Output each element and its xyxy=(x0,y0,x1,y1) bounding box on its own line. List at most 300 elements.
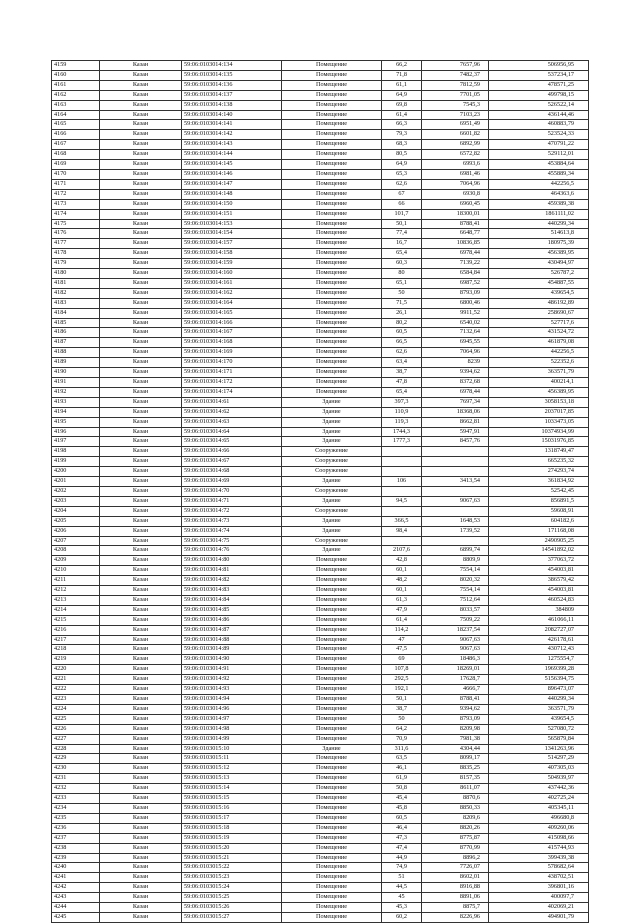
table-row xyxy=(52,61,589,71)
cell-area: 42,8 xyxy=(382,556,422,566)
cell-object-type: Помещение xyxy=(282,605,382,615)
table-row xyxy=(52,823,589,833)
cell-locality: Казан xyxy=(100,90,182,100)
cell-cadastral-value: 461879,08 xyxy=(489,338,589,348)
cell-area: 38,7 xyxy=(382,704,422,714)
cell-locality: Казан xyxy=(100,586,182,596)
cell-object-type: Помещение xyxy=(282,110,382,120)
cell-row-number: 4242 xyxy=(52,883,100,893)
cell-row-number: 4238 xyxy=(52,843,100,853)
cell-locality: Казан xyxy=(100,427,182,437)
cell-area: 60,2 xyxy=(382,912,422,922)
cell-object-type: Помещение xyxy=(282,566,382,576)
cell-row-number: 4232 xyxy=(52,784,100,794)
cell-specific-value: 8793,09 xyxy=(422,288,489,298)
cell-area: 60,5 xyxy=(382,328,422,338)
cell-row-number: 4212 xyxy=(52,586,100,596)
cell-cadastral-number: 59:06:0103014:137 xyxy=(182,90,282,100)
cell-cadastral-number: 59:06:0103014:80 xyxy=(182,556,282,566)
cell-object-type: Помещение xyxy=(282,873,382,883)
cell-row-number: 4240 xyxy=(52,863,100,873)
table-row xyxy=(52,249,589,259)
cell-cadastral-number: 59:06:0103014:171 xyxy=(182,368,282,378)
cell-object-type: Помещение xyxy=(282,179,382,189)
cell-cadastral-number: 59:06:0103014:142 xyxy=(182,130,282,140)
cell-cadastral-value: 180975,39 xyxy=(489,239,589,249)
cell-cadastral-number: 59:06:0103014:65 xyxy=(182,437,282,447)
cell-specific-value: 8662,81 xyxy=(422,417,489,427)
cell-area: 114,2 xyxy=(382,625,422,635)
table-row xyxy=(52,338,589,348)
cell-cadastral-number: 59:06:0103015:12 xyxy=(182,764,282,774)
cell-specific-value: 9067,63 xyxy=(422,635,489,645)
cell-specific-value xyxy=(422,486,489,496)
cell-object-type: Помещение xyxy=(282,229,382,239)
cell-object-type: Помещение xyxy=(282,833,382,843)
cell-area xyxy=(382,457,422,467)
cell-object-type: Помещение xyxy=(282,288,382,298)
table-row xyxy=(52,486,589,496)
cell-cadastral-number: 59:06:0103014:157 xyxy=(182,239,282,249)
cell-area: 50,1 xyxy=(382,219,422,229)
cell-cadastral-value: 430712,43 xyxy=(489,645,589,655)
cell-specific-value: 8896,2 xyxy=(422,853,489,863)
cell-cadastral-number: 59:06:0103014:167 xyxy=(182,328,282,338)
cell-object-type: Помещение xyxy=(282,348,382,358)
cell-cadastral-number: 59:06:0103014:145 xyxy=(182,160,282,170)
cell-row-number: 4189 xyxy=(52,358,100,368)
cell-area: 71,8 xyxy=(382,70,422,80)
cell-object-type: Помещение xyxy=(282,318,382,328)
cell-cadastral-number: 59:06:0103014:170 xyxy=(182,358,282,368)
table-row xyxy=(52,80,589,90)
cell-row-number: 4174 xyxy=(52,209,100,219)
table-row xyxy=(52,150,589,160)
cell-object-type: Помещение xyxy=(282,140,382,150)
cell-cadastral-number: 59:06:0103015:27 xyxy=(182,912,282,922)
cell-object-type: Здание xyxy=(282,516,382,526)
cell-locality: Казан xyxy=(100,843,182,853)
cell-object-type: Помещение xyxy=(282,249,382,259)
cell-cadastral-number: 59:06:0103015:22 xyxy=(182,863,282,873)
cell-area: 61,4 xyxy=(382,615,422,625)
cell-locality: Казан xyxy=(100,140,182,150)
cell-locality: Казан xyxy=(100,695,182,705)
cell-object-type: Помещение xyxy=(282,714,382,724)
table-row xyxy=(52,179,589,189)
cell-locality: Казан xyxy=(100,120,182,130)
cell-row-number: 4239 xyxy=(52,853,100,863)
cell-cadastral-value: 438702,51 xyxy=(489,873,589,883)
table-row xyxy=(52,130,589,140)
cell-area: 101,7 xyxy=(382,209,422,219)
cell-cadastral-number: 59:06:0103014:151 xyxy=(182,209,282,219)
table-row xyxy=(52,417,589,427)
cell-specific-value xyxy=(422,536,489,546)
cell-object-type: Здание xyxy=(282,744,382,754)
cell-object-type: Помещение xyxy=(282,655,382,665)
table-row xyxy=(52,734,589,744)
cell-cadastral-number: 59:06:0103014:135 xyxy=(182,70,282,80)
cell-cadastral-value: 436144,46 xyxy=(489,110,589,120)
cell-specific-value: 8457,76 xyxy=(422,437,489,447)
cell-object-type: Помещение xyxy=(282,278,382,288)
cell-specific-value: 8770,99 xyxy=(422,843,489,853)
cell-row-number: 4205 xyxy=(52,516,100,526)
cell-specific-value: 7701,05 xyxy=(422,90,489,100)
cell-specific-value: 6601,82 xyxy=(422,130,489,140)
cell-locality: Казан xyxy=(100,496,182,506)
table-row xyxy=(52,764,589,774)
cell-object-type: Помещение xyxy=(282,912,382,922)
cell-row-number: 4191 xyxy=(52,378,100,388)
cell-locality: Казан xyxy=(100,526,182,536)
table-row xyxy=(52,209,589,219)
cell-object-type: Помещение xyxy=(282,378,382,388)
cell-cadastral-number: 59:06:0103014:166 xyxy=(182,318,282,328)
table-row xyxy=(52,536,589,546)
cell-area: 50 xyxy=(382,714,422,724)
cell-row-number: 4185 xyxy=(52,318,100,328)
cell-area: 119,3 xyxy=(382,417,422,427)
cell-object-type: Здание xyxy=(282,546,382,556)
table-row xyxy=(52,754,589,764)
cell-locality: Казан xyxy=(100,288,182,298)
cell-object-type: Помещение xyxy=(282,556,382,566)
cell-cadastral-value: 409260,06 xyxy=(489,823,589,833)
cell-object-type: Помещение xyxy=(282,695,382,705)
cell-cadastral-number: 59:06:0103014:63 xyxy=(182,417,282,427)
cell-locality: Казан xyxy=(100,625,182,635)
table-row xyxy=(52,407,589,417)
cell-locality: Казан xyxy=(100,645,182,655)
cell-row-number: 4216 xyxy=(52,625,100,635)
cell-cadastral-number: 59:06:0103014:68 xyxy=(182,467,282,477)
cell-specific-value: 3413,54 xyxy=(422,477,489,487)
cell-area: 44,5 xyxy=(382,883,422,893)
cell-locality: Казан xyxy=(100,447,182,457)
table-row xyxy=(52,784,589,794)
cell-specific-value: 6648,77 xyxy=(422,229,489,239)
cell-specific-value: 8239 xyxy=(422,358,489,368)
cell-locality: Казан xyxy=(100,209,182,219)
cell-cadastral-value: 470791,22 xyxy=(489,140,589,150)
table-row xyxy=(52,437,589,447)
cell-cadastral-number: 59:06:0103015:10 xyxy=(182,744,282,754)
table-row xyxy=(52,695,589,705)
cell-cadastral-value: 2082727,07 xyxy=(489,625,589,635)
cell-cadastral-value: 486192,89 xyxy=(489,298,589,308)
cell-area: 50,8 xyxy=(382,784,422,794)
cell-object-type: Помещение xyxy=(282,70,382,80)
cell-locality: Казан xyxy=(100,605,182,615)
cell-specific-value: 8820,26 xyxy=(422,823,489,833)
cell-object-type: Помещение xyxy=(282,298,382,308)
cell-cadastral-number: 59:06:0103015:13 xyxy=(182,774,282,784)
table-row xyxy=(52,803,589,813)
cell-row-number: 4183 xyxy=(52,298,100,308)
table-row xyxy=(52,239,589,249)
cell-cadastral-value: 604182,6 xyxy=(489,516,589,526)
cell-cadastral-number: 59:06:0103014:83 xyxy=(182,586,282,596)
cell-cadastral-value: 665235,32 xyxy=(489,457,589,467)
table-row xyxy=(52,90,589,100)
cell-row-number: 4222 xyxy=(52,685,100,695)
cell-area: 45,4 xyxy=(382,794,422,804)
cell-cadastral-number: 59:06:0103014:67 xyxy=(182,457,282,467)
cell-row-number: 4181 xyxy=(52,278,100,288)
table-row xyxy=(52,378,589,388)
cell-object-type: Помещение xyxy=(282,209,382,219)
cell-row-number: 4182 xyxy=(52,288,100,298)
cell-locality: Казан xyxy=(100,100,182,110)
cell-specific-value: 1739,52 xyxy=(422,526,489,536)
cell-area: 38,7 xyxy=(382,368,422,378)
table-row xyxy=(52,169,589,179)
cell-object-type: Здание xyxy=(282,417,382,427)
cell-cadastral-value: 274293,74 xyxy=(489,467,589,477)
cell-cadastral-number: 59:06:0103015:14 xyxy=(182,784,282,794)
cell-cadastral-number: 59:06:0103014:97 xyxy=(182,714,282,724)
cell-locality: Казан xyxy=(100,576,182,586)
cell-cadastral-value: 400097,7 xyxy=(489,893,589,903)
cell-locality: Казан xyxy=(100,566,182,576)
cell-area: 107,8 xyxy=(382,665,422,675)
cell-object-type: Помещение xyxy=(282,774,382,784)
cell-area: 63,4 xyxy=(382,358,422,368)
cell-locality: Казан xyxy=(100,219,182,229)
cell-cadastral-number: 59:06:0103014:91 xyxy=(182,665,282,675)
cell-cadastral-number: 59:06:0103015:20 xyxy=(182,843,282,853)
cell-cadastral-value: 522352,6 xyxy=(489,358,589,368)
cell-area: 80 xyxy=(382,269,422,279)
cell-specific-value: 7554,14 xyxy=(422,586,489,596)
cell-object-type: Помещение xyxy=(282,615,382,625)
cell-locality: Казан xyxy=(100,199,182,209)
cell-area xyxy=(382,506,422,516)
cell-cadastral-value: 10374934,99 xyxy=(489,427,589,437)
cell-cadastral-value: 400214,1 xyxy=(489,378,589,388)
cell-area: 64,2 xyxy=(382,724,422,734)
cell-specific-value: 18237,54 xyxy=(422,625,489,635)
table-row xyxy=(52,70,589,80)
cell-locality: Казан xyxy=(100,893,182,903)
cell-row-number: 4167 xyxy=(52,140,100,150)
cell-cadastral-value: 402069,21 xyxy=(489,903,589,913)
cell-cadastral-value: 430494,97 xyxy=(489,259,589,269)
cell-area: 60,5 xyxy=(382,813,422,823)
cell-specific-value: 6800,46 xyxy=(422,298,489,308)
cell-specific-value: 6945,55 xyxy=(422,338,489,348)
cell-cadastral-value: 1275554,7 xyxy=(489,655,589,665)
cell-row-number: 4196 xyxy=(52,427,100,437)
cell-object-type: Помещение xyxy=(282,903,382,913)
cell-locality: Казан xyxy=(100,853,182,863)
table-row xyxy=(52,595,589,605)
cell-cadastral-value: 3058153,18 xyxy=(489,397,589,407)
cell-cadastral-value: 1318749,47 xyxy=(489,447,589,457)
cell-row-number: 4162 xyxy=(52,90,100,100)
cell-cadastral-number: 59:06:0103014:165 xyxy=(182,308,282,318)
table-row xyxy=(52,655,589,665)
cell-specific-value: 8775,87 xyxy=(422,833,489,843)
cell-specific-value: 8850,33 xyxy=(422,803,489,813)
cell-row-number: 4160 xyxy=(52,70,100,80)
cell-locality: Казан xyxy=(100,417,182,427)
cell-object-type: Помещение xyxy=(282,269,382,279)
table-row xyxy=(52,120,589,130)
cell-specific-value: 8209,6 xyxy=(422,813,489,823)
cell-area: 47,3 xyxy=(382,833,422,843)
cell-cadastral-number: 59:06:0103014:159 xyxy=(182,259,282,269)
cell-cadastral-value: 461066,11 xyxy=(489,615,589,625)
table-row xyxy=(52,100,589,110)
cell-locality: Казан xyxy=(100,516,182,526)
cell-specific-value: 18486,3 xyxy=(422,655,489,665)
cell-area: 69 xyxy=(382,655,422,665)
cell-specific-value: 7545,3 xyxy=(422,100,489,110)
cell-locality: Казан xyxy=(100,883,182,893)
cell-specific-value: 6981,46 xyxy=(422,169,489,179)
cell-specific-value: 7657,96 xyxy=(422,61,489,71)
table-row xyxy=(52,447,589,457)
cell-cadastral-value: 454003,81 xyxy=(489,566,589,576)
cell-row-number: 4214 xyxy=(52,605,100,615)
table-row xyxy=(52,219,589,229)
cell-cadastral-number: 59:06:0103015:25 xyxy=(182,893,282,903)
cell-area: 366,5 xyxy=(382,516,422,526)
cell-area: 47,8 xyxy=(382,378,422,388)
cell-area: 1777,3 xyxy=(382,437,422,447)
cell-object-type: Сооружение xyxy=(282,447,382,457)
cell-area: 68,3 xyxy=(382,140,422,150)
cell-cadastral-number: 59:06:0103014:169 xyxy=(182,348,282,358)
cell-cadastral-number: 59:06:0103014:168 xyxy=(182,338,282,348)
cell-object-type: Помещение xyxy=(282,595,382,605)
cell-specific-value: 6987,52 xyxy=(422,278,489,288)
cell-row-number: 4178 xyxy=(52,249,100,259)
table-row xyxy=(52,199,589,209)
cadastral-value-table xyxy=(51,60,589,923)
cell-object-type: Помещение xyxy=(282,338,382,348)
cell-cadastral-number: 59:06:0103014:93 xyxy=(182,685,282,695)
cell-specific-value: 9394,62 xyxy=(422,704,489,714)
cell-specific-value: 7554,14 xyxy=(422,566,489,576)
cell-cadastral-number: 59:06:0103014:90 xyxy=(182,655,282,665)
cell-specific-value: 6993,6 xyxy=(422,160,489,170)
cell-cadastral-value: 14541892,02 xyxy=(489,546,589,556)
cell-specific-value: 17628,7 xyxy=(422,675,489,685)
table-row xyxy=(52,665,589,675)
cell-area: 63,5 xyxy=(382,754,422,764)
cell-row-number: 4173 xyxy=(52,199,100,209)
table-row xyxy=(52,556,589,566)
cell-row-number: 4171 xyxy=(52,179,100,189)
cell-specific-value: 8033,57 xyxy=(422,605,489,615)
cell-area: 46,1 xyxy=(382,764,422,774)
cell-object-type: Помещение xyxy=(282,893,382,903)
cell-object-type: Помещение xyxy=(282,308,382,318)
cell-specific-value: 9911,52 xyxy=(422,308,489,318)
cell-specific-value: 18368,06 xyxy=(422,407,489,417)
cell-object-type: Здание xyxy=(282,496,382,506)
cell-specific-value: 8611,07 xyxy=(422,784,489,794)
cell-area: 66 xyxy=(382,199,422,209)
cell-locality: Казан xyxy=(100,813,182,823)
cell-locality: Казан xyxy=(100,734,182,744)
cell-specific-value: 6540,02 xyxy=(422,318,489,328)
cell-object-type: Помещение xyxy=(282,645,382,655)
cell-cadastral-value: 455889,34 xyxy=(489,169,589,179)
cell-specific-value: 5947,91 xyxy=(422,427,489,437)
cell-cadastral-value: 453884,64 xyxy=(489,160,589,170)
table-row xyxy=(52,269,589,279)
cell-cadastral-number: 59:06:0103015:21 xyxy=(182,853,282,863)
cell-object-type: Здание xyxy=(282,427,382,437)
cell-area: 51 xyxy=(382,873,422,883)
cell-locality: Казан xyxy=(100,70,182,80)
cell-specific-value: 8870,6 xyxy=(422,794,489,804)
cell-area: 60,3 xyxy=(382,259,422,269)
cell-area: 47,5 xyxy=(382,645,422,655)
cell-cadastral-number: 59:06:0103014:140 xyxy=(182,110,282,120)
cell-row-number: 4226 xyxy=(52,724,100,734)
cell-specific-value: 7132,64 xyxy=(422,328,489,338)
cell-cadastral-value: 856891,5 xyxy=(489,496,589,506)
cell-cadastral-value: 527080,72 xyxy=(489,724,589,734)
cell-object-type: Помещение xyxy=(282,219,382,229)
cell-object-type: Здание xyxy=(282,407,382,417)
cell-row-number: 4241 xyxy=(52,873,100,883)
cell-area: 71,5 xyxy=(382,298,422,308)
cell-cadastral-number: 59:06:0103014:150 xyxy=(182,199,282,209)
table-row xyxy=(52,387,589,397)
cell-row-number: 4204 xyxy=(52,506,100,516)
cell-specific-value: 9394,62 xyxy=(422,368,489,378)
cell-row-number: 4166 xyxy=(52,130,100,140)
cell-cadastral-value: 456389,95 xyxy=(489,387,589,397)
cell-locality: Казан xyxy=(100,457,182,467)
cell-cadastral-value: 52542,45 xyxy=(489,486,589,496)
cell-locality: Казан xyxy=(100,328,182,338)
cell-cadastral-value: 2490905,25 xyxy=(489,536,589,546)
cell-locality: Казан xyxy=(100,536,182,546)
cell-cadastral-value: 440299,34 xyxy=(489,695,589,705)
cell-cadastral-number: 59:06:0103014:138 xyxy=(182,100,282,110)
cell-locality: Казан xyxy=(100,318,182,328)
cell-cadastral-value: 426178,61 xyxy=(489,635,589,645)
cell-cadastral-number: 59:06:0103014:141 xyxy=(182,120,282,130)
table-row xyxy=(52,477,589,487)
table-row xyxy=(52,645,589,655)
cell-cadastral-number: 59:06:0103014:143 xyxy=(182,140,282,150)
cell-cadastral-value: 896473,07 xyxy=(489,685,589,695)
cell-cadastral-number: 59:06:0103014:62 xyxy=(182,407,282,417)
cell-cadastral-value: 59608,91 xyxy=(489,506,589,516)
cell-area: 62,6 xyxy=(382,179,422,189)
cell-locality: Казан xyxy=(100,378,182,388)
cell-row-number: 4221 xyxy=(52,675,100,685)
cell-object-type: Помещение xyxy=(282,61,382,71)
cell-cadastral-number: 59:06:0103014:134 xyxy=(182,61,282,71)
cell-locality: Казан xyxy=(100,239,182,249)
table-row xyxy=(52,160,589,170)
cell-cadastral-value: 506956,95 xyxy=(489,61,589,71)
table-row xyxy=(52,586,589,596)
cell-locality: Казан xyxy=(100,160,182,170)
cell-cadastral-number: 59:06:0103014:94 xyxy=(182,695,282,705)
cell-specific-value: 18269,01 xyxy=(422,665,489,675)
